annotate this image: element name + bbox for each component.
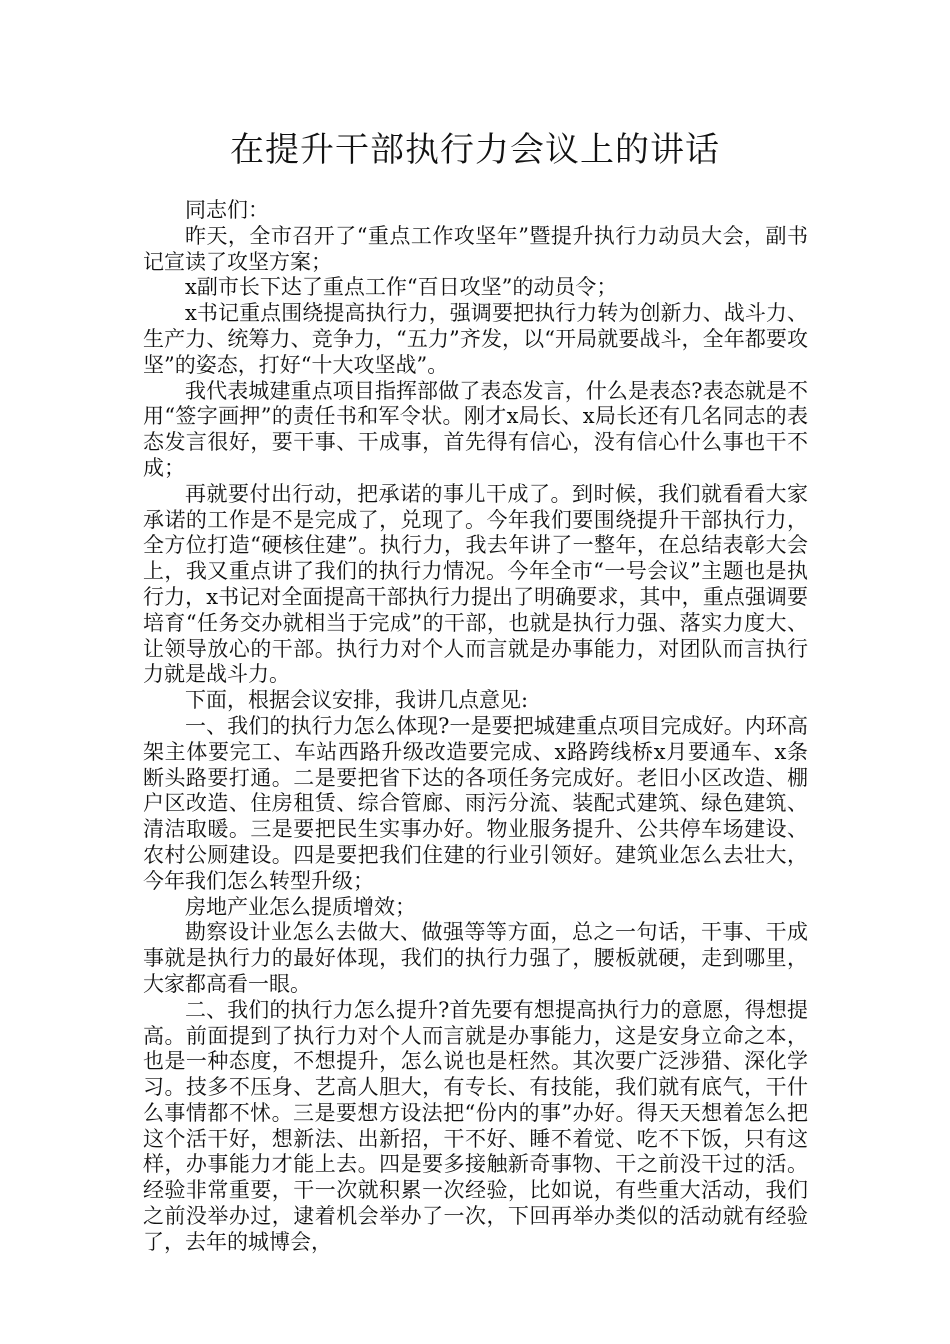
paragraph: 我代表城建重点项目指挥部做了表态发言，什么是表态?表态就是不用“签字画押”的责任书和军令状。刚才x局长、x局长还有几名同志的表态发言很好，要干事、干成事，首先得有信心，没有信心什么事也干不成； [143, 378, 808, 480]
paragraph: 房地产业怎么提质增效； [185, 894, 416, 919]
document-body [143, 198, 808, 1256]
paragraph: 一、我们的执行力怎么体现?一是要把城建重点项目完成好。内环高架主体要完工、车站西路升级改造要完成、x路跨线桥x月要通车、x条断头路要打通。二是要把省下达的各项任务完成好。老旧小区改造、棚户区改造、住房租赁、综合管廊、雨污分流、装配式建筑、绿色建筑、清洁取暖。三是要把民生实事办好。物业服务提升、公共停车场建设、农村公厕建设。四是要把我们住建的行业引领好。建筑业怎么去壮大，今年我们怎么转型升级； [143, 713, 808, 893]
document-title: 在提升干部执行力会议上的讲话 [230, 130, 720, 170]
paragraph-salutation: 同志们： [185, 198, 269, 222]
paragraph: x书记重点围绕提高执行力，强调要把执行力转为创新力、战斗力、生产力、统筹力、竞争力，“五力”齐发，以“开局就要战斗，全年都要攻坚”的姿态，打好“十大攻坚战”。 [143, 301, 808, 377]
paragraph: x副市长下达了重点工作“百日攻坚”的动员令； [185, 275, 618, 300]
paragraph: 二、我们的执行力怎么提升?首先要有想提高执行力的意愿，得想提高。前面提到了执行力对个人而言就是办事能力，这是安身立命之本，也是一种态度，不想提升，怎么说也是枉然。其次要广泛涉猎、深化学习。技多不压身、艺高人胆大，有专长、有技能，我们就有底气，干什么事情都不怵。三是要想方设法把“份内的事”办好。得天天想着怎么把这个活干好，想新法、出新招，干不好、睡不着觉、吃不下饭，只有这样，办事能力才能上去。四是要多接触新奇事物、干之前没干过的活。经验非常重要，干一次就积累一次经验，比如说，有些重大活动，我们之前没举办过，逮着机会举办了一次，下回再举办类似的活动就有经验了，去年的城博会， [143, 997, 808, 1254]
paragraph: 昨天，全市召开了“重点工作攻坚年”暨提升执行力动员大会，副书记宣读了攻坚方案； [143, 223, 808, 274]
paragraph: 下面，根据会议安排，我讲几点意见: [185, 688, 529, 713]
paragraph: 勘察设计业怎么去做大、做强等等方面，总之一句话，干事、干成事就是执行力的最好体现，我们的执行力强了，腰板就硬，走到哪里，大家都高看一眼。 [143, 920, 808, 996]
paragraph: 再就要付出行动，把承诺的事儿干成了。到时候，我们就看看大家承诺的工作是不是完成了，兑现了。今年我们要围绕提升干部执行力，全方位打造“硬核住建”。执行力，我去年讲了一整年，在总结表彰大会上，我又重点讲了我们的执行力情况。今年全市“一号会议”主题也是执行力，x书记对全面提高干部执行力提出了明确要求，其中，重点强调要培育“任务交办就相当于完成”的干部，也就是执行力强、落实力度大、让领导放心的干部。执行力对个人而言就是办事能力，对团队而言执行力就是战斗力。 [143, 481, 808, 687]
